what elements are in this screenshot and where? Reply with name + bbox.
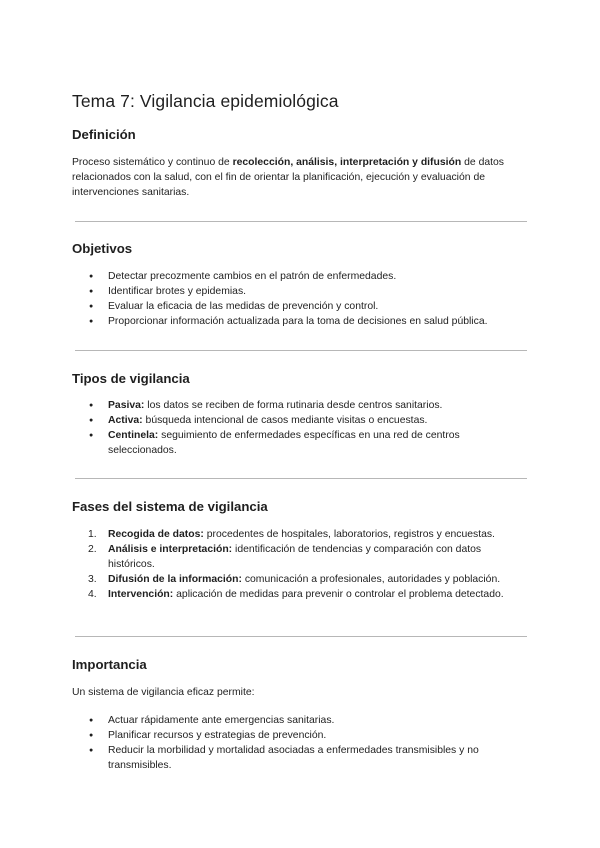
section-divider [75,221,527,222]
list-item: ● Detectar precozmente cambios en el patrón de enfermedades. [72,269,528,284]
list-item: ● Planificar recursos y estrategias de prevención. [72,728,528,743]
item-text: búsqueda intencional de casos mediante visitas o encuestas. [142,415,428,426]
item-term: Pasiva: [108,400,145,411]
section-divider [75,636,527,637]
list-item [72,527,528,542]
definicion-text-bold: recolección, análisis, interpretación y difusión [232,157,462,168]
item-term: Activa: [108,415,143,426]
item-term: Recogida de datos: [108,529,204,540]
item-text: aplicación de medidas para prevenir o controlar el problema detectado. [173,589,504,600]
section-heading-objetivos: Objetivos [72,241,133,256]
section-heading-definicion: Definición [72,127,136,142]
section-heading-tipos: Tipos de vigilancia [72,371,190,386]
definicion-text-before: Proceso sistemático y continuo de [72,157,233,168]
definicion-text-after: de datos relacionados con la salud, con el fin de orientar la planificación, ejecución y evaluación de intervenciones sanitarias. [72,157,504,198]
item-text: procedentes de hospitales, laboratorios, registros y encuestas. [203,529,495,540]
list-item: ● Identificar brotes y epidemias. [72,284,528,299]
list-item [72,572,528,587]
item-text: identificación de tendencias y comparación con datos históricos. [108,544,482,570]
list-item: ● Evaluar la eficacia de las medidas de prevención y control. [72,299,528,314]
section-heading-importancia: Importancia [72,657,147,672]
item-term: Centinela: [108,430,159,441]
section-divider [75,350,527,351]
fases-list [72,527,528,602]
item-text: seguimiento de enfermedades específicas en una red de centros seleccionados. [108,430,460,456]
list-item [72,587,528,602]
list-item: ● Proporcionar información actualizada para la toma de decisiones en salud pública. [72,314,528,329]
list-item [72,413,528,428]
item-text: los datos se reciben de forma rutinaria desde centros sanitarios. [144,400,443,411]
objetivos-list [72,269,528,329]
item-number: 2. [88,544,97,555]
list-item: ● Actuar rápidamente ante emergencias sanitarias. [72,713,528,728]
list-item: ● Reducir la morbilidad y mortalidad asociadas a enfermedades transmisibles y no transmisibles. [72,743,528,773]
tipos-list [72,398,528,458]
list-item [72,428,528,458]
section-heading-fases: Fases del sistema de vigilancia [72,499,268,514]
item-term: Análisis e interpretación: [108,544,233,555]
importancia-intro: Un sistema de vigilancia eficaz permite: [72,687,255,698]
item-text: comunicación a profesionales, autoridades y población. [241,574,501,585]
section-divider [75,478,527,479]
page-title: Tema 7: Vigilancia epidemiológica [72,91,339,111]
list-item [72,398,528,413]
definicion-paragraph [72,155,528,200]
item-term: Intervención: [108,589,174,600]
list-item [72,542,528,572]
item-number: 3. [88,574,97,585]
item-term: Difusión de la información: [108,574,242,585]
importancia-list [72,713,528,773]
item-number: 4. [88,589,97,600]
item-number: 1. [88,529,97,540]
